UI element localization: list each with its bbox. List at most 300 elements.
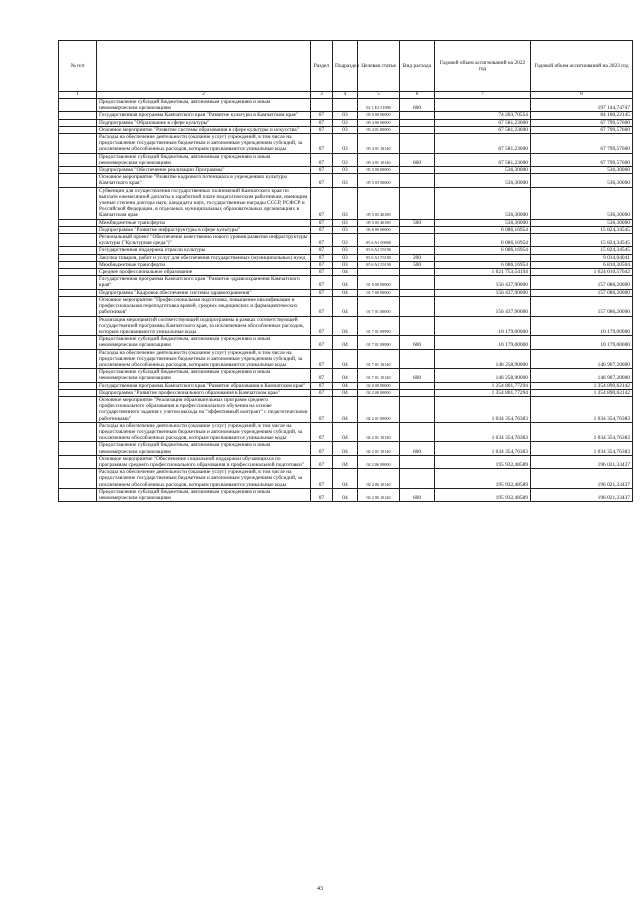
cell-target: 01 7 01 10140 [358,349,400,369]
cell-2023: 536,30000 [531,219,633,226]
cell-2023: 67 799,57600 [531,153,633,166]
cell-num [59,261,97,268]
cell-podrazdel: 04 [333,289,358,296]
col-number: 2 [97,92,311,99]
cell-2022: 536,30000 [435,187,531,219]
cell-2022: 1 034 354,76383 [435,422,531,442]
cell-name: Межбюджетные трансферты [97,219,311,226]
cell-2022: 1 354 801,77294 [435,382,531,389]
cell-2022: 146 258,90000 [435,349,531,369]
table-row [59,336,633,349]
cell-2023: 15 824,34545 [531,234,633,247]
cell-target: 05 4 01 10140 [358,153,400,166]
cell-2022 [435,99,531,112]
cell-num [59,382,97,389]
cell-razdel: 07 [311,187,333,219]
cell-vr [400,119,435,126]
cell-2022: 146 258,90000 [435,369,531,382]
cell-2023: 67 799,57600 [531,119,633,126]
cell-target: 02 1 Е2 51890 [358,99,400,112]
cell-2023: 536,30000 [531,167,633,174]
cell-vr [400,226,435,233]
cell-num [59,269,97,276]
table-row [59,174,633,187]
cell-razdel: 07 [311,112,333,119]
cell-2022: 1 621 753,54194 [435,269,531,276]
cell-2023: 196 021,33437 [531,455,633,468]
cell-num [59,389,97,396]
cell-name: Государственная программа Камчатского края "Развитие здравоохранения Камчатского края" [97,276,311,289]
cell-2023: 1 354 890,62142 [531,382,633,389]
col-number: 5 [358,92,400,99]
cell-num [59,153,97,166]
cell-vr [400,167,435,174]
cell-target: 02 2 06 10140 [358,488,400,501]
cell-razdel: 07 [311,254,333,261]
table-row [59,382,633,389]
cell-2022: 536,30000 [435,167,531,174]
table-row [59,276,633,289]
cell-razdel: 07 [311,226,333,233]
cell-2023: 6 810,30504 [531,261,633,268]
cell-razdel: 07 [311,455,333,468]
cell-num [59,455,97,468]
cell-razdel: 07 [311,119,333,126]
header-2022: Годовой объем ассигнований на 2022 год [435,41,531,92]
table-row [59,167,633,174]
cell-podrazdel: 03 [333,119,358,126]
cell-num [59,276,97,289]
cell-podrazdel: 04 [333,455,358,468]
cell-vr: 200 [400,254,435,261]
cell-podrazdel: 04 [333,442,358,455]
cell-num [59,336,97,349]
table-row [59,187,633,219]
cell-razdel [311,99,333,112]
cell-podrazdel: 03 [333,226,358,233]
cell-razdel: 07 [311,488,333,501]
cell-2023: 197 144,74747 [531,99,633,112]
cell-podrazdel: 04 [333,269,358,276]
cell-2023: 10 179,00000 [531,336,633,349]
cell-razdel: 07 [311,442,333,455]
cell-razdel: 07 [311,247,333,254]
col-number: 7 [435,92,531,99]
cell-name: Региональный проект "Обеспечение качественно нового уровня развития инфраструктуры культуры ("Культурная среда")" [97,234,311,247]
header-row [59,41,633,92]
table-row [59,316,633,336]
cell-num [59,174,97,187]
cell-name: Основное мероприятие "Развитие системы образования в сфере культуры и искусства" [97,126,311,133]
cell-podrazdel: 03 [333,187,358,219]
cell-vr [400,289,435,296]
cell-target: 05 4 01 00000 [358,126,400,133]
header-2023: Годовой объем ассигнований на 2023 год [531,41,633,92]
cell-razdel: 07 [311,422,333,442]
cell-name: Субвенции для осуществления государственных полномочий Камчатского края по выплате ежемесячной доплаты к заработной плате педагогическим работникам, имеющим ученые степени доктора наук, кандидата наук, государственные награды СССР, РСФСР и Российской Федерации, в отдельных муниципальных образовательных организациях в Камчатском крае [97,187,311,219]
cell-name: Государственная программа Камчатского края "Развитие образования в Камчатском крае" [97,382,311,389]
cell-target: 05 5 03 40180 [358,219,400,226]
header-vr: Вид расхода [400,41,435,92]
cell-2022: 10 179,00000 [435,316,531,336]
table-row [59,349,633,369]
table-body [59,99,633,502]
cell-num [59,469,97,489]
cell-num [59,234,97,247]
cell-target: 02 2 01 10140 [358,442,400,455]
cell-name: Предоставление субсидий бюджетным, автономным учреждениям и иным некоммерческим организациям [97,488,311,501]
cell-razdel: 07 [311,167,333,174]
cell-2023: 1 354 890,62142 [531,389,633,396]
cell-name: Подпрограмма "Обеспечение реализации Программы" [97,167,311,174]
cell-vr [400,247,435,254]
cell-name: Реализация мероприятий соответствующей подпрограммы в рамках соответствующей государственной программы Камчатского края, за исключением обособленных расходов, которым присваиваются уникальные коды [97,316,311,336]
cell-2022: 536,30000 [435,219,531,226]
cell-2022 [435,254,531,261]
cell-num [59,112,97,119]
cell-vr: 600 [400,369,435,382]
col-number: 4 [333,92,358,99]
cell-podrazdel: 04 [333,382,358,389]
col-number: 8 [531,92,633,99]
cell-num [59,296,97,316]
cell-vr [400,422,435,442]
cell-podrazdel: 04 [333,336,358,349]
cell-num [59,442,97,455]
table-row [59,269,633,276]
cell-vr [400,455,435,468]
table-row [59,469,633,489]
cell-name: Основное мероприятие "Развитие кадрового потенциала в учреждениях культуры Камчатского края" [97,174,311,187]
cell-razdel: 07 [311,396,333,422]
cell-podrazdel: 04 [333,296,358,316]
cell-num [59,369,97,382]
table-row [59,261,633,268]
cell-podrazdel: 04 [333,488,358,501]
cell-vr [400,296,435,316]
cell-num [59,247,97,254]
cell-podrazdel: 03 [333,153,358,166]
cell-razdel: 07 [311,126,333,133]
cell-num [59,289,97,296]
header-target: Целевая статья [358,41,400,92]
cell-name: Расходы на обеспечение деятельности (оказание услуг) учреждений, в том числе на предоставление государственным бюджетным и автономным учреждениям субсидий, за исключением обособленных расходов, которым присваиваются уникальные коды [97,422,311,442]
cell-2022: 6 086,16954 [435,234,531,247]
cell-2022: 156 437,90000 [435,289,531,296]
cell-2022: 156 437,90000 [435,276,531,289]
cell-2022: 195 932,48589 [435,469,531,489]
table-row [59,296,633,316]
table-row [59,126,633,133]
budget-table [58,40,633,502]
cell-vr: 600 [400,153,435,166]
cell-razdel: 07 [311,234,333,247]
cell-razdel: 07 [311,349,333,369]
header-podrazdel: Подраздел [333,41,358,92]
table-row [59,99,633,112]
col-number: 6 [400,92,435,99]
cell-2023: 67 799,57600 [531,134,633,154]
cell-num [59,422,97,442]
cell-2022: 1 354 801,77294 [435,389,531,396]
cell-2023: 146 907,20000 [531,369,633,382]
cell-target: 02 2 00 00000 [358,389,400,396]
cell-2023: 536,30000 [531,174,633,187]
table-row [59,422,633,442]
cell-target: 05 6 00 00000 [358,226,400,233]
cell-name: Предоставление субсидий бюджетным, автономным учреждениям и иным некоммерческим организациям [97,336,311,349]
cell-podrazdel: 03 [333,167,358,174]
cell-name: Основное мероприятие "Профессиональная подготовка, повышение квалификации и профессиональная переподготовка врачей, средних медицинских и фармацевтических работников" [97,296,311,316]
cell-2022: 67 581,23600 [435,119,531,126]
col-number: 3 [311,92,333,99]
table-row [59,119,633,126]
cell-vr [400,112,435,119]
table-row [59,112,633,119]
table-row [59,389,633,396]
cell-target: 05 6 A1 00000 [358,234,400,247]
header-razdel: Раздел [311,41,333,92]
cell-2022: 67 581,23600 [435,126,531,133]
cell-2023: 84 160,22145 [531,112,633,119]
col-number: 1 [59,92,97,99]
cell-target: 05 4 01 10140 [358,134,400,154]
cell-2023: 157 086,20000 [531,289,633,296]
cell-target: 01 0 00 00000 [358,276,400,289]
cell-vr [400,269,435,276]
cell-num [59,187,97,219]
table-row [59,254,633,261]
cell-2023: 1 624 010,57042 [531,269,633,276]
table-row [59,226,633,233]
cell-razdel: 07 [311,219,333,226]
cell-vr [400,316,435,336]
cell-2022: 67 581,23600 [435,153,531,166]
cell-num [59,219,97,226]
cell-podrazdel: 03 [333,134,358,154]
cell-target: 01 7 01 10140 [358,369,400,382]
cell-2023: 157 086,20000 [531,276,633,289]
table-row [59,289,633,296]
cell-razdel: 07 [311,269,333,276]
cell-podrazdel: 03 [333,254,358,261]
header-num: № п/п [59,41,97,92]
cell-num [59,134,97,154]
cell-2022: 10 179,00000 [435,336,531,349]
cell-podrazdel: 04 [333,316,358,336]
cell-vr [400,382,435,389]
cell-num [59,99,97,112]
cell-target: 02 0 00 00000 [358,382,400,389]
cell-2023: 146 907,20000 [531,349,633,369]
cell-vr [400,187,435,219]
cell-razdel: 07 [311,153,333,166]
cell-2022: 536,30000 [435,174,531,187]
cell-razdel: 07 [311,296,333,316]
cell-vr: 600 [400,488,435,501]
cell-num [59,316,97,336]
cell-vr [400,396,435,422]
cell-name: Подпрограмма "Развитие инфраструктуры в сфере культуры" [97,226,311,233]
cell-podrazdel: 03 [333,261,358,268]
cell-podrazdel: 03 [333,234,358,247]
cell-name: Предоставление субсидий бюджетным, автономным учреждениям и иным некоммерческим организациям [97,442,311,455]
cell-2022: 74 203,70554 [435,112,531,119]
cell-num [59,396,97,422]
cell-target: 05 4 00 00000 [358,119,400,126]
cell-name: Межбюджетные трансферты [97,261,311,268]
cell-razdel: 07 [311,261,333,268]
cell-razdel: 07 [311,469,333,489]
cell-target: 05 6 A1 55190 [358,247,400,254]
cell-podrazdel: 04 [333,276,358,289]
cell-vr [400,276,435,289]
cell-target: 02 2 06 10140 [358,469,400,489]
cell-razdel: 07 [311,276,333,289]
cell-name: Расходы на обеспечение деятельности (оказание услуг) учреждений, в том числе на предоставление государственным бюджетным и автономным учреждениям субсидий, за исключением обособленных расходов, которым присваиваются уникальные коды [97,134,311,154]
cell-2022: 6 086,16954 [435,226,531,233]
cell-vr [400,134,435,154]
cell-razdel: 07 [311,389,333,396]
cell-target: 05 6 A1 55190 [358,254,400,261]
cell-2022: 6 086,16954 [435,261,531,268]
cell-2023: 1 034 354,76383 [531,442,633,455]
cell-2022: 67 581,23600 [435,134,531,154]
cell-2022: 195 932,48589 [435,488,531,501]
cell-name: Среднее профессиональное образование [97,269,311,276]
cell-num [59,254,97,261]
cell-razdel: 07 [311,382,333,389]
cell-target: 01 7 01 09990 [358,316,400,336]
cell-2023: 196 021,33437 [531,488,633,501]
cell-vr: 600 [400,442,435,455]
cell-target [358,269,400,276]
table-row [59,488,633,501]
cell-2023: 1 034 354,76383 [531,396,633,422]
cell-target: 05 6 A1 55190 [358,261,400,268]
cell-name: Подпрограмма "Развитие профессионального образования в Камчатском крае" [97,389,311,396]
cell-name: Предоставление субсидий бюджетным, автономным учреждениям и иным некоммерческим организациям [97,369,311,382]
cell-podrazdel: 03 [333,219,358,226]
cell-name: Основное мероприятие "Реализация образовательных программ среднего профессионального образования и профессионального обучения на основе государственного задания с учетом выхода на "эффективный контракт" с педагогическими работниками" [97,396,311,422]
cell-name: Расходы на обеспечение деятельности (оказание услуг) учреждений, в том числе на предоставление государственным бюджетным и автономным учреждениям субсидий, за исключением обособленных расходов, которым присваиваются уникальные коды [97,349,311,369]
cell-target: 02 2 01 00000 [358,396,400,422]
cell-num [59,349,97,369]
cell-2023: 15 824,34545 [531,226,633,233]
cell-2022: 1 034 354,76383 [435,442,531,455]
cell-2023: 196 021,33437 [531,469,633,489]
header-name [97,41,311,92]
table-row [59,134,633,154]
table-row [59,442,633,455]
cell-name: Государственная поддержка отрасли культуры [97,247,311,254]
cell-podrazdel: 03 [333,174,358,187]
cell-target: 01 7 00 00000 [358,289,400,296]
cell-vr [400,174,435,187]
cell-num [59,167,97,174]
cell-vr: 600 [400,336,435,349]
cell-target: 02 2 06 00000 [358,455,400,468]
cell-podrazdel: 03 [333,247,358,254]
cell-target: 01 7 01 09990 [358,336,400,349]
cell-target: 02 2 01 10140 [358,422,400,442]
cell-2022: 195 932,48589 [435,455,531,468]
cell-podrazdel: 04 [333,349,358,369]
table-row [59,455,633,468]
cell-name: Подпрограмма "Образование в сфере культуры" [97,119,311,126]
cell-name: Основное мероприятие "Обеспечение социальной поддержки обучающихся по программам среднего профессионального образования и профессиональной подготовки" [97,455,311,468]
cell-2023: 15 824,34545 [531,247,633,254]
cell-razdel: 07 [311,316,333,336]
cell-podrazdel: 04 [333,422,358,442]
cell-vr [400,389,435,396]
cell-name: Расходы на обеспечение деятельности (оказание услуг) учреждений, в том числе на предоставление государственным бюджетным и автономным учреждениям субсидий, за исключением обособленных расходов, которым присваиваются уникальные коды [97,469,311,489]
cell-podrazdel: 03 [333,126,358,133]
cell-name: Предоставление субсидий бюджетным, автономным учреждениям и иным некоммерческим организациям [97,153,311,166]
cell-vr [400,349,435,369]
cell-2022: 1 034 354,76383 [435,396,531,422]
page-number: 43 [317,886,323,892]
cell-podrazdel: 04 [333,389,358,396]
cell-podrazdel [333,99,358,112]
cell-num [59,488,97,501]
cell-razdel: 07 [311,336,333,349]
cell-2023: 157 086,20000 [531,296,633,316]
cell-target: 05 0 00 00000 [358,112,400,119]
cell-name: Предоставление субсидий бюджетным, автономным учреждениям и иным некоммерческим организациям [97,99,311,112]
cell-podrazdel: 04 [333,369,358,382]
cell-target: 05 5 03 00000 [358,174,400,187]
table-row [59,153,633,166]
table-row [59,396,633,422]
cell-razdel: 07 [311,174,333,187]
cell-target: 05 5 03 40180 [358,187,400,219]
cell-podrazdel: 04 [333,396,358,422]
cell-razdel: 07 [311,369,333,382]
cell-razdel: 07 [311,289,333,296]
cell-2022: 6 086,16954 [435,247,531,254]
cell-name: Подпрограмма "Кадровое обеспечение системы здравоохранения" [97,289,311,296]
table-row [59,219,633,226]
cell-vr [400,126,435,133]
table-row [59,369,633,382]
cell-name: Закупка товаров, работ и услуг для обеспечения государственных (муниципальных) нужд [97,254,311,261]
cell-vr: 500 [400,261,435,268]
cell-vr: 600 [400,99,435,112]
cell-target: 05 5 00 00000 [358,167,400,174]
cell-num [59,119,97,126]
cell-vr [400,469,435,489]
cell-num [59,126,97,133]
cell-2023: 1 034 354,76383 [531,422,633,442]
cell-vr: 500 [400,219,435,226]
cell-podrazdel: 04 [333,469,358,489]
cell-num [59,226,97,233]
cell-name: Государственная программа Камчатского края "Развитие культуры в Камчатском крае" [97,112,311,119]
cell-2022: 156 437,90000 [435,296,531,316]
cell-target: 01 7 01 00000 [358,296,400,316]
table-row [59,247,633,254]
cell-2023: 10 179,00000 [531,316,633,336]
cell-2023: 9 014,04041 [531,254,633,261]
cell-vr [400,234,435,247]
cell-2023: 536,30000 [531,187,633,219]
table-row [59,234,633,247]
column-number-row [59,92,633,99]
cell-podrazdel: 03 [333,112,358,119]
cell-2023: 67 799,57600 [531,126,633,133]
cell-razdel: 07 [311,134,333,154]
